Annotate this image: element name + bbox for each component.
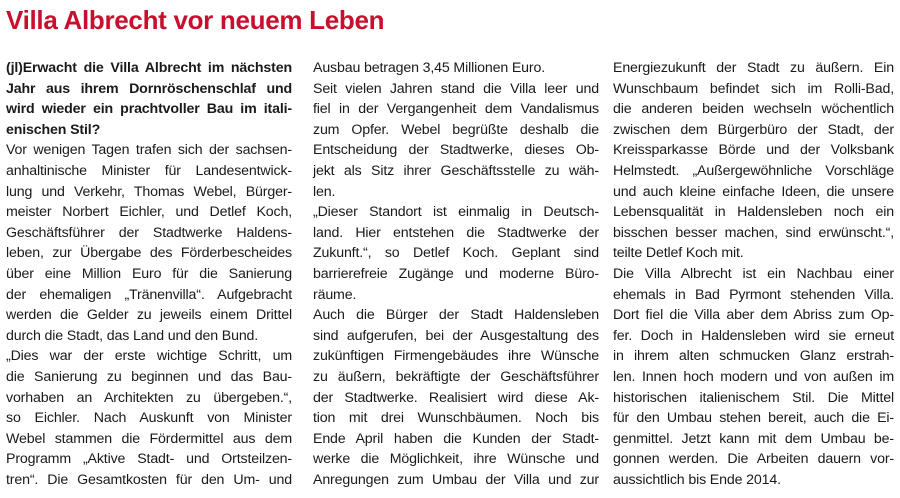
text-line: barrierefreie Zugänge und moderne Büro- [313, 265, 599, 282]
text-line: Entscheidung der Stadtwerke, dieses Ob- [313, 142, 599, 159]
text-line: durch die Stadt, das Land und den Bund. [6, 327, 259, 344]
text-line: über eine Million Euro für die Sanierung [6, 265, 292, 282]
text-line: sind aufgerufen, bei der Ausgestaltung des [313, 327, 599, 344]
text-line: leben, zur Übergabe des Förderbescheides [6, 245, 292, 262]
text-line: Auch die Bürger der Stadt Haldensleben [313, 307, 599, 324]
text-line: land. Hier entstehen die Stadtwerke der [313, 224, 599, 241]
text-line: jekt als Sitz ihrer Geschäftsstelle zu wäh- [313, 162, 599, 179]
text-line: Ende April haben die Kunden der Stadt- [313, 430, 599, 447]
text-line: Lebensqualität in Haldensleben noch ein [613, 204, 894, 221]
text-line: räume. [313, 286, 357, 303]
text-line: historischen italienischem Stil. Die Mittel [613, 389, 894, 406]
text-line: „Dies war der erste wichtige Schritt, um [6, 348, 292, 365]
text-line: Geschäftsführer der Stadtwerke Haldens- [6, 224, 292, 241]
text-line: ehemals in Bad Pyrmont stehenden Villa. [613, 286, 894, 303]
text-line: die anderen beiden wechseln wöchentlich [613, 101, 894, 118]
text-line: zukünftigen Firmengebäudes ihre Wünsche [313, 348, 599, 365]
text-line: fiel in der Vergangenheit dem Vandalismus [313, 101, 599, 118]
article-body-part-1 [6, 140, 292, 490]
lead-line: enischen Stil? [6, 121, 101, 138]
article-column-3 [613, 58, 894, 490]
text-line: zu äußern, bekräftigte der Geschäftsführer [313, 368, 599, 385]
text-line: werke die Möglichkeit, ihre Wünsche und [313, 451, 599, 468]
lead-line: Jahr aus ihrem Dornröschenschlaf und [6, 80, 292, 97]
lead-line: (jl)Erwacht die Villa Albrecht im nächsten [6, 60, 292, 76]
text-line: Dort fiel die Villa aber dem Abriss zum Op- [613, 307, 894, 324]
text-line: aussichtlich bis Ende 2014. [613, 471, 781, 488]
text-line: der ehemaligen „Tränenvilla“. Aufgebracht [6, 286, 292, 303]
text-line: so Eichler. Nach Auskunft von Minister [6, 410, 292, 427]
text-line: Webel stammen die Fördermittel aus dem [6, 430, 292, 447]
text-line: „Dieser Standort ist einmalig in Deutsch- [313, 204, 599, 221]
text-line: lung und Verkehr, Thomas Webel, Bürger- [6, 183, 292, 200]
text-line: teilte Detlef Koch mit. [613, 245, 744, 262]
text-line: tren“. Die Gesamtkosten für den Um- und [6, 471, 292, 488]
text-line: Helmstedt. „Außergewöhnliche Vorschläge [613, 162, 894, 179]
text-line: Programm „Aktive Stadt- und Ortsteilzen- [6, 451, 292, 468]
text-line: Anregungen zum Umbau der Villa und zur [313, 471, 599, 488]
text-line: tion mit drei Wunschbäumen. Noch bis [313, 410, 599, 427]
text-line: in ihrem alten schmucken Glanz erstrah- [613, 348, 894, 365]
article-column-1 [6, 58, 292, 490]
text-line: Zukunft.“, so Detlef Koch. Geplant sind [313, 245, 599, 262]
text-line: Die Villa Albrecht ist ein Nachbau einer [613, 265, 894, 282]
text-line: für den Umbau stehen bereit, auch die Ei- [613, 410, 894, 427]
text-line: Vor wenigen Tagen trafen sich der sachsen- [6, 142, 292, 159]
text-line: Seit vielen Jahren stand die Villa leer und [313, 80, 599, 97]
text-line: der Stadtwerke. Realisiert wird diese Ak- [313, 389, 599, 406]
text-line: Wunschbaum befindet sich im Rolli-Bad, [613, 80, 894, 97]
text-line: gonnen werden. Die Arbeiten dauern vor- [613, 451, 894, 468]
text-line: genmittel. Jetzt kann mit dem Umbau be- [613, 430, 894, 447]
text-line: meister Norbert Eichler, und Detlef Koch, [6, 204, 292, 221]
text-line: bisschen besser machen, sind erwünscht.“, [613, 224, 894, 241]
text-line: fer. Doch in Haldensleben wird sie erneut [613, 327, 894, 344]
text-line: Ausbau betragen 3,45 Millionen Euro. [313, 60, 546, 76]
text-line: die Sanierung zu beginnen und das Bau- [6, 368, 292, 385]
text-line: Energiezukunft der Stadt zu äußern. Ein [613, 60, 894, 76]
text-line: anhaltinische Minister für Landesentwick- [6, 162, 292, 179]
text-line: vorhaben an Architekten zu übergeben.“, [6, 389, 292, 406]
text-line: len. Innen hoch modern und von außen im [613, 368, 894, 385]
text-line: und auch kleine einfache Ideen, die unsere [613, 183, 894, 200]
text-line: len. [313, 183, 336, 200]
text-line: werden die Gelder zu jeweils einem Drittel [6, 307, 292, 324]
article-headline: Villa Albrecht vor neuem Leben [6, 5, 385, 35]
text-line: Kreissparkasse Börde und der Volksbank [613, 142, 894, 159]
lead-line: wird wieder ein prachtvoller Bau im itali- [6, 101, 292, 118]
article-lead [6, 58, 292, 140]
text-line: zum Opfer. Webel begrüßte deshalb die [313, 121, 599, 138]
article-column-2 [313, 58, 599, 490]
text-line: zwischen dem Bürgerbüro der Stadt, der [613, 121, 894, 138]
